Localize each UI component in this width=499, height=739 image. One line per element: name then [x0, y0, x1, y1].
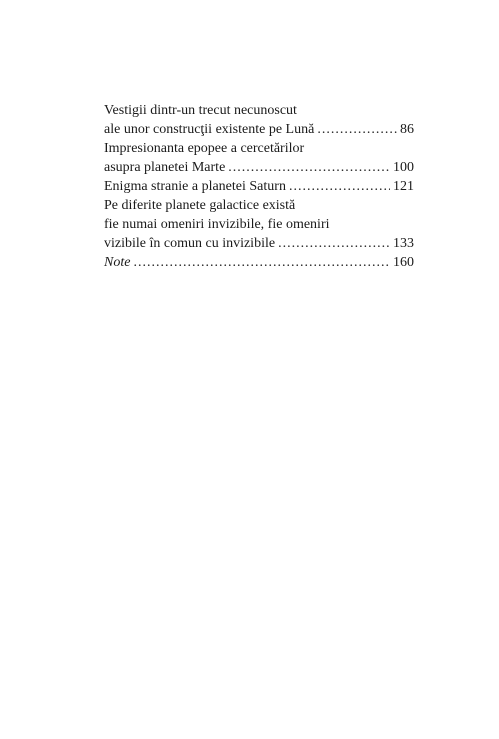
dot-leader — [289, 177, 390, 196]
toc-entry-line — [104, 139, 414, 158]
toc-entry-line — [104, 158, 414, 177]
toc-entry-title-line: Vestigii dintr-un trecut necunoscut — [104, 103, 297, 118]
toc-entry-title-line: ale unor construcţii existente pe Lună — [104, 122, 315, 137]
toc-entry-title-line: fie numai omeniri invizibile, fie omeniri — [104, 217, 330, 232]
dot-leader — [133, 253, 390, 272]
toc-entry-line — [104, 101, 414, 120]
dot-leader — [278, 234, 390, 253]
toc-entry-line — [104, 196, 414, 215]
toc-entry-title-line: asupra planetei Marte — [104, 160, 226, 175]
dot-leader — [317, 120, 397, 139]
toc-entry-saturn — [104, 177, 414, 196]
toc-entry-line — [104, 253, 414, 272]
toc-entry-line — [104, 177, 414, 196]
toc-page-number: 121 — [393, 179, 414, 194]
toc-page-number: 100 — [393, 160, 414, 175]
toc-page-number: 160 — [393, 255, 414, 270]
table-of-contents — [104, 101, 414, 272]
toc-entry-title-line: Impresionanta epopee a cercetărilor — [104, 141, 305, 156]
toc-entry-title-line: Pe diferite planete galactice există — [104, 198, 296, 213]
toc-entry-notes — [104, 253, 414, 272]
toc-entry-galactic-planets — [104, 196, 414, 253]
toc-entry-line — [104, 215, 414, 234]
dot-leader — [228, 158, 390, 177]
toc-page-number: 133 — [393, 236, 414, 251]
toc-entry-lunar-constructions — [104, 101, 414, 139]
toc-page-number: 86 — [400, 122, 414, 137]
toc-entry-title-line: vizibile în comun cu invizibile — [104, 236, 276, 251]
toc-entry-mars — [104, 139, 414, 177]
toc-entry-title-line: Enigma stranie a planetei Saturn — [104, 179, 286, 194]
toc-entry-line — [104, 234, 414, 253]
toc-entry-line — [104, 120, 414, 139]
toc-entry-title-line: Note — [104, 255, 131, 270]
